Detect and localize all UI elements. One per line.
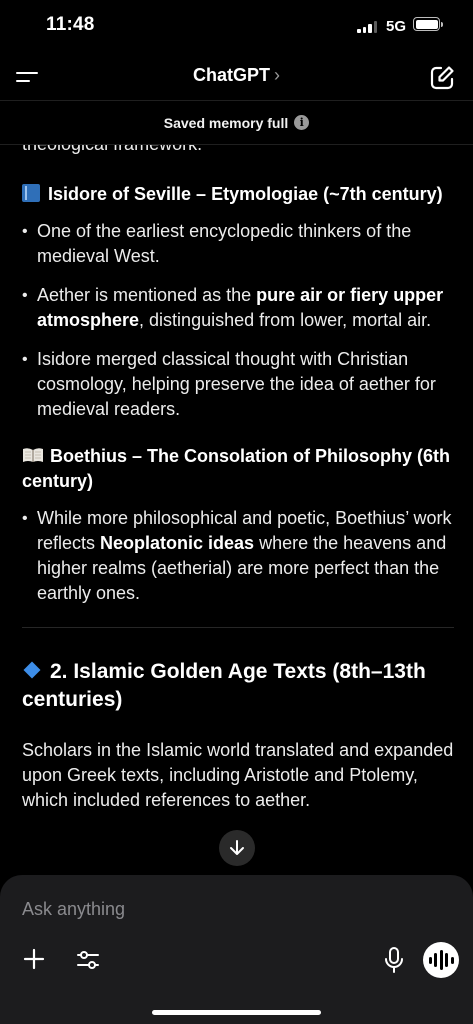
open-book-icon <box>22 447 44 463</box>
banner-text: Saved memory full <box>163 114 289 131</box>
home-indicator <box>152 1010 321 1015</box>
memory-banner[interactable] <box>0 100 473 145</box>
paragraph: Scholars in the Islamic world translated and expanded upon Greek texts, including Aristotle and Ptolemy, which included references to aether. <box>22 740 454 810</box>
blue-book-icon <box>22 184 40 202</box>
app-header <box>0 54 473 100</box>
section-title: 2. Islamic Golden Age Texts (8th–13th centuries) <box>22 660 426 711</box>
plus-icon[interactable] <box>22 947 46 971</box>
battery-icon <box>413 17 440 31</box>
network-label: 5G <box>386 18 407 35</box>
info-icon[interactable]: i <box>294 115 309 130</box>
bullet-list <box>22 506 454 606</box>
bullet-list <box>22 219 454 422</box>
model-selector[interactable] <box>0 65 473 86</box>
scroll-down-button[interactable] <box>219 830 255 866</box>
section-title: Isidore of Seville – Etymologiae (~7th century) <box>48 184 443 204</box>
app-title: ChatGPT <box>192 65 270 85</box>
blue-diamond-icon <box>24 662 41 679</box>
section-heading-large <box>22 658 454 714</box>
section-heading <box>22 444 454 494</box>
list-item: • While more philosophical and poetic, Boethius’ work reflects Neoplatonic ideas where the heavens and higher realms (aetherial) are more perfect than the earthly ones. <box>22 506 454 606</box>
composer <box>0 875 473 1024</box>
list-item: • Isidore merged classical thought with Christian cosmology, helping preserve the idea of aether for medieval readers. <box>22 347 454 422</box>
new-chat-icon[interactable] <box>428 64 456 92</box>
voice-mode-button[interactable] <box>423 942 459 978</box>
status-bar <box>0 0 473 54</box>
divider <box>22 627 454 628</box>
list-item: • Aether is mentioned as the pure air or fiery upper atmosphere, distinguished from lower, mortal air. <box>22 283 454 333</box>
section-title: Boethius – The Consolation of Philosophy (6th century) <box>22 446 450 491</box>
status-time: 11:48 <box>46 14 95 35</box>
arrow-down-icon <box>228 839 246 857</box>
list-item: • One of the earliest encyclopedic thinkers of the medieval West. <box>22 219 454 269</box>
microphone-icon[interactable] <box>382 946 406 974</box>
signal-icon <box>357 21 377 33</box>
assistant-message <box>22 130 454 875</box>
chevron-right-icon: › <box>274 65 280 85</box>
sliders-icon[interactable] <box>75 947 101 973</box>
prompt-input[interactable] <box>22 897 442 921</box>
section-heading <box>22 182 454 207</box>
